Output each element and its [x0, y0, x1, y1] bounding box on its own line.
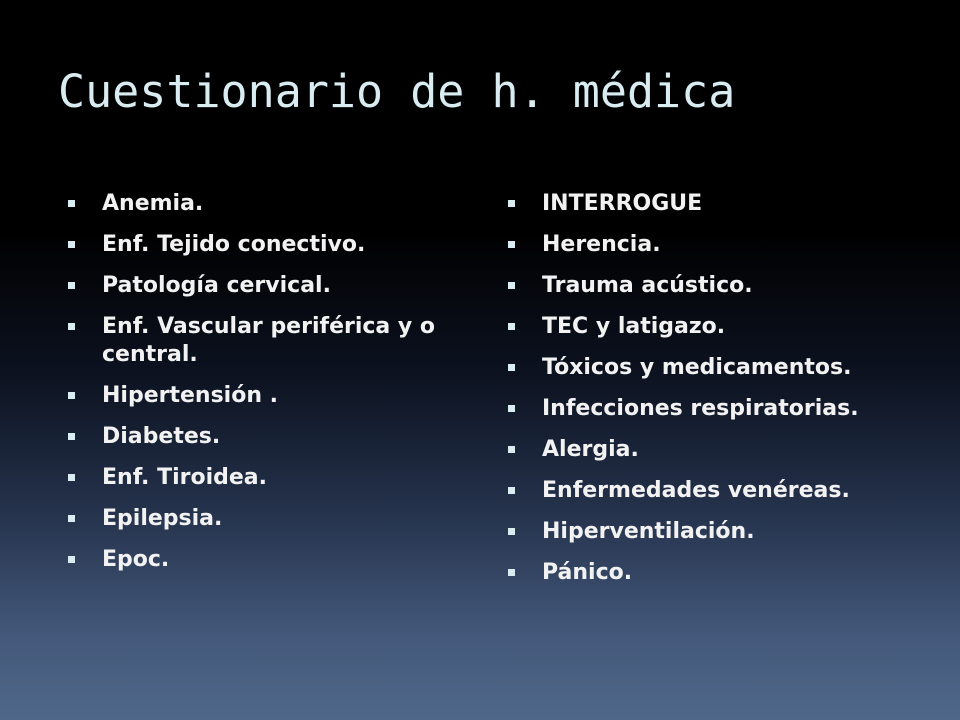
list-item-text: Diabetes. — [102, 424, 221, 449]
square-bullet-icon — [68, 323, 75, 330]
list-item — [66, 272, 476, 300]
list-item — [506, 559, 936, 587]
square-bullet-icon — [508, 405, 515, 412]
list-item — [506, 395, 936, 423]
list-item — [506, 518, 936, 546]
square-bullet-icon — [68, 474, 75, 481]
list-item-text: Enf. Tiroidea. — [102, 465, 267, 490]
list-item — [506, 313, 936, 341]
list-item — [506, 436, 936, 464]
square-bullet-icon — [68, 433, 75, 440]
list-item-text: Hiperventilación. — [542, 519, 755, 544]
right-bullet-list — [506, 190, 936, 600]
square-bullet-icon — [508, 200, 515, 207]
list-item-text: Enf. Vascular periférica y o central. — [102, 314, 436, 367]
list-item-text: Epilepsia. — [102, 506, 223, 531]
list-item — [506, 354, 936, 382]
square-bullet-icon — [508, 487, 515, 494]
list-item-text: Tóxicos y medicamentos. — [542, 355, 852, 380]
list-item-text: TEC y latigazo. — [542, 314, 726, 339]
list-item-text: Alergia. — [542, 437, 639, 462]
list-item-text: Epoc. — [102, 547, 170, 572]
list-item — [506, 190, 936, 218]
list-item — [66, 464, 476, 492]
list-item-text: Hipertensión . — [102, 383, 278, 408]
square-bullet-icon — [508, 528, 515, 535]
list-item-text: Infecciones respiratorias. — [542, 396, 859, 421]
list-item-text: Trauma acústico. — [542, 273, 753, 298]
square-bullet-icon — [508, 569, 515, 576]
list-item — [66, 423, 476, 451]
list-item — [66, 546, 476, 574]
list-item — [66, 505, 476, 533]
list-item-text: INTERROGUE — [542, 191, 703, 216]
square-bullet-icon — [68, 200, 75, 207]
list-item-text: Patología cervical. — [102, 273, 331, 298]
list-item — [66, 313, 476, 369]
square-bullet-icon — [68, 392, 75, 399]
list-item — [66, 190, 476, 218]
slide-title: Cuestionario de h. médica — [58, 65, 736, 118]
square-bullet-icon — [68, 515, 75, 522]
square-bullet-icon — [508, 323, 515, 330]
square-bullet-icon — [68, 282, 75, 289]
list-item — [506, 231, 936, 259]
square-bullet-icon — [508, 364, 515, 371]
list-item — [506, 477, 936, 505]
square-bullet-icon — [508, 446, 515, 453]
square-bullet-icon — [68, 556, 75, 563]
list-item — [66, 382, 476, 410]
square-bullet-icon — [508, 282, 515, 289]
list-item-text: Enfermedades venéreas. — [542, 478, 850, 503]
left-bullet-list — [66, 190, 476, 587]
list-item-text: Anemia. — [102, 191, 204, 216]
list-item — [506, 272, 936, 300]
list-item-text: Pánico. — [542, 560, 633, 585]
list-item-text: Herencia. — [542, 232, 661, 257]
square-bullet-icon — [508, 241, 515, 248]
list-item-text: Enf. Tejido conectivo. — [102, 232, 366, 257]
square-bullet-icon — [68, 241, 75, 248]
list-item — [66, 231, 476, 259]
